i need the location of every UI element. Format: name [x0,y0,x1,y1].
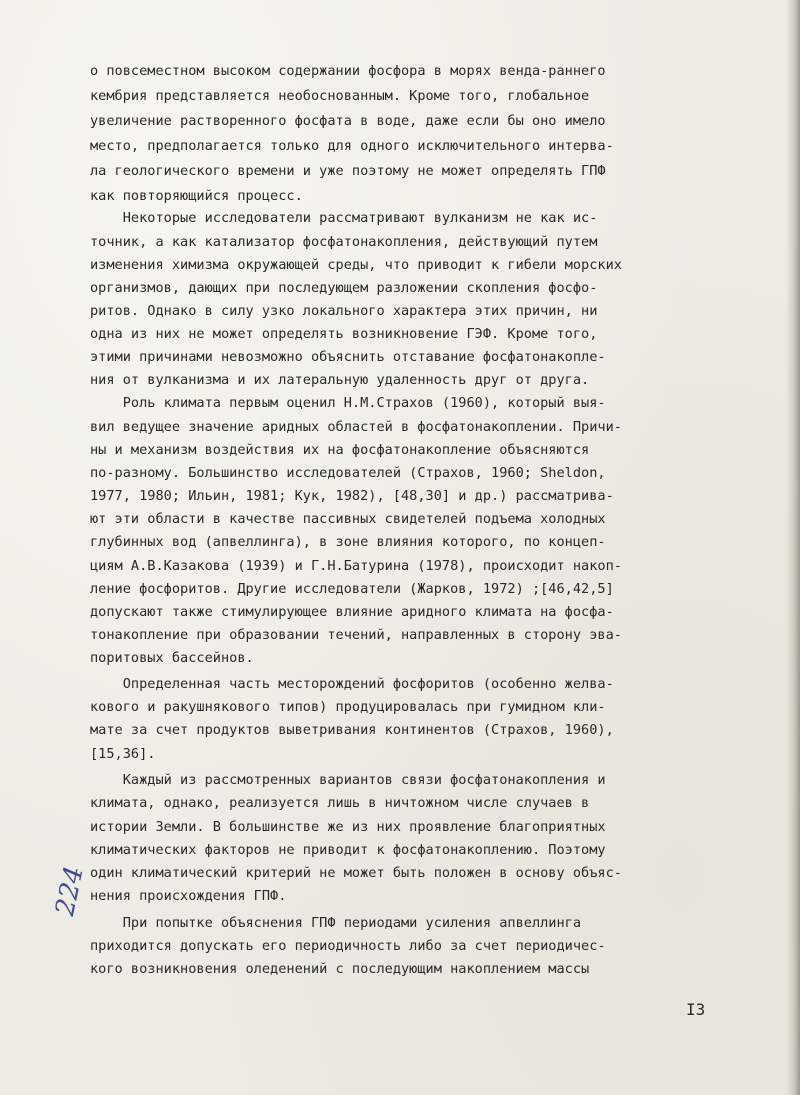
text-line: как повторяющийся процесс. [90,188,303,204]
text-line: вил ведущее значение аридных областей в фосфатонакоплении. Причи- [90,419,622,435]
text-line: 1977, 1980; Ильин, 1981; Кук, 1982), [48,30] и др.) рассматрива- [90,488,614,504]
text-line: ны и механизм воздействия их на фосфатонакопление объясняются [90,442,590,458]
text-line: допускают также стимулирующее влияние аридного климата на фосфа- [90,604,614,620]
text-line: глубинных вод (апвеллинга), в зоне влияния которого, по концеп- [90,534,606,550]
text-line: истории Земли. В большинстве же из них проявление благоприятных [90,819,606,835]
handwritten-margin-note: 224 [50,863,90,919]
page-number: I3 [686,1000,706,1019]
text-line: ла геологического времени и уже поэтому не может определять ГПФ [90,163,606,179]
text-line: [15,36]. [90,746,156,762]
text-line: При попытке объяснения ГПФ периодами усиления апвеллинга [90,915,582,931]
text-line: Роль климата первым оценил Н.М.Страхов (1960), который выя- [90,395,606,411]
text-line: циям А.В.Казакова (1939) и Г.Н.Батурина (1978), происходит накоп- [90,558,622,574]
text-line: климата, однако, реализуется лишь в ничтожном числе случаев в [90,795,590,811]
text-line: один климатический критерий не может быть положен в основу объяс- [90,865,622,881]
text-line: приходится допускать его периодичность либо за счет периодичес- [90,938,606,954]
text-line: точник, а как катализатор фосфатонакопления, действующий путем [90,234,598,250]
text-line: организмов, дающих при последующем разложении скопления фосфо- [90,280,598,296]
text-line: кембрия представляется необоснованным. Кроме того, глобальное [90,88,590,104]
text-line: поритовых бассейнов. [90,650,254,666]
text-line: тонакопление при образовании течений, направленных в сторону эва- [90,627,622,643]
text-line: по-разному. Большинство исследователей (Страхов, 1960; Sheldon, [90,465,606,481]
text-line: мате за счет продуктов выветривания континентов (Страхов, 1960), [90,722,614,738]
text-line: этими причинами невозможно объяснить отставание фосфатонакопле- [90,349,606,365]
text-line: ния от вулканизма и их латеральную удаленность друг от друга. [90,372,590,388]
text-line: изменения химизма окружающей среды, что приводит к гибели морских [90,257,622,273]
text-line: одна из них не может определять возникновение ГЭФ. Кроме того, [90,326,598,342]
text-line: нения происхождения ГПФ. [90,888,287,904]
text-line: ление фосфоритов. Другие исследователи (Жарков, 1972) ;[46,42,5] [90,581,614,597]
text-line: ритов. Однако в силу узко локального характера этих причин, ни [90,303,598,319]
text-line: Определенная часть месторождений фосфоритов (особенно желва- [90,676,614,692]
text-line: кового и ракушнякового типов) продуцировалась при гумидном кли- [90,699,606,715]
text-line: увеличение растворенного фосфата в воде, даже если бы оно имело [90,113,606,129]
text-line: кого возникновения оледенений с последующим накоплением массы [90,961,590,977]
text-line: Каждый из рассмотренных вариантов связи фосфатонакопления и [90,772,606,788]
text-line: о повсеместном высоком содержании фосфора в морях венда-раннего [90,63,606,79]
text-line: климатических факторов не приводит к фосфатонакоплению. Поэтому [90,842,606,858]
text-line: место, предполагается только для одного исключительного интерва- [90,138,614,154]
text-line: Некоторые исследователи рассматривают вулканизм не как ис- [90,210,598,226]
text-line: ют эти области в качестве пассивных свидетелей подъема холодных [90,511,606,527]
